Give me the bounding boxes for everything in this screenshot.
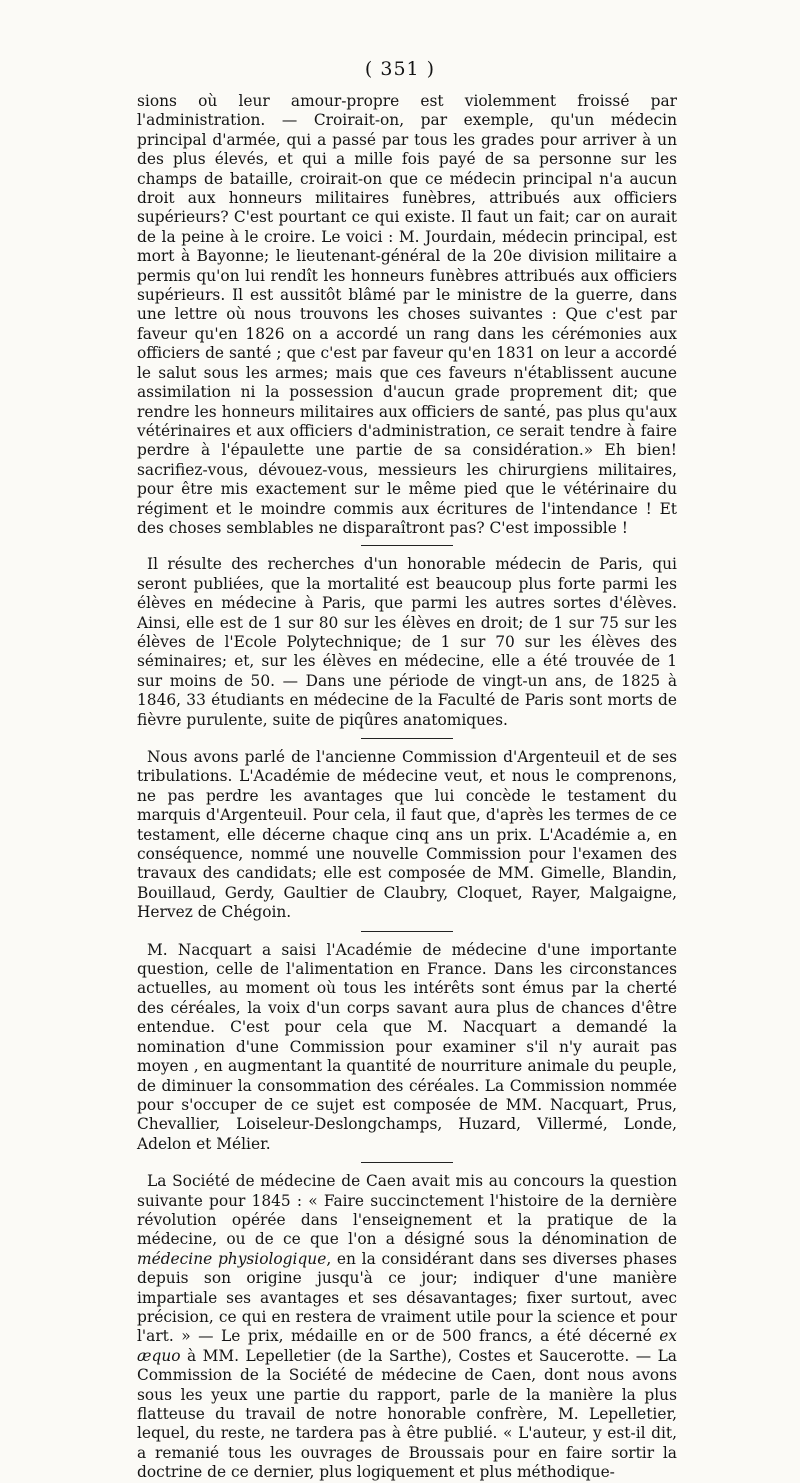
italic-term: ex æquo [137,1327,677,1365]
italic-term: médecine physiologique [137,1249,327,1268]
section-separator [361,931,453,932]
section-separator [361,545,453,546]
text-segment: , en la considérant dans ses diverses phases depuis son origine jusqu'à ce jour; indiquer d'une manière impartiale ses avantages et ses désavantages; fixer surtout, avec précision, ce qui en restera de vraiment utile pour la science et pour l'art. » — Le prix, médaille en or de 500 francs, a été décerné [137,1249,677,1346]
section-separator [361,738,453,739]
page-number: ( 351 ) [364,58,436,80]
section-separator [361,1162,453,1163]
paragraph-alimentation-question: M. Nacquart a saisi l'Académie de médecine d'une importante question, celle de l'alimentation en France. Dans les circonstances actuelles, au moment où tous les intérêts sont émus par la cherté des céréales, la voix d'un corps savant aura plus de chances d'être entendue. C'est pour cela que M. Nacquart a demandé la nomination d'une Commission pour examiner s'il n'y aurait pas moyen , en augmentant la quantité de nourriture animale du peuple, de diminuer la consommation des céréales. La Commission nommée pour s'occuper de ce sujet est composée de MM. Nacquart, Prus, Chevallier, Loiseleur-Deslongchamps, Huzard, Villermé, Londe, Adelon et Mélier. [137,940,677,1153]
paragraph-military-honors: sions où leur amour-propre est violemment froissé par l'administration. — Croirait-on, par exemple, qu'un médecin principal d'armée, qui a passé par tous les grades pour arriver à un des plus élevés, et qui a mille fois payé de sa personne sur les champs de bataille, croirait-on que ce médecin principal n'a aucun droit aux honneurs militaires funèbres, attribués aux officiers supérieurs? C'est pourtant ce qui existe. Il faut un fait; car on aurait de la peine à le croire. Le voici : M. Jourdain, médecin principal, est mort à Bayonne; le lieutenant-général de la 20e division militaire a permis qu'on lui rendît les honneurs funèbres attribués aux officiers supérieurs. Il est aussitôt blâmé par le ministre de la guerre, dans une lettre où nous trouvons les choses suivantes : Que c'est par faveur qu'en 1826 on a accordé un rang dans les cérémonies aux officiers de santé ; que c'est par faveur qu'en 1831 on leur a accordé le salut sous les armes; mais que ces faveurs n'établissent aucune assimilation ni la possession d'aucun grade proprement dit; que rendre les honneurs militaires aux officiers de santé, pas plus qu'aux vétérinaires et aux officiers d'administration, ce serait tendre à faire perdre à l'épaulette une partie de sa considération.» Eh bien! sacrifiez-vous, dévouez-vous, messieurs les chirurgiens militaires, pour être mis exactement sur le même pied que le vétérinaire du régiment et le moindre commis aux écritures de l'intendance ! Et des choses semblables ne disparaîtront pas? C'est impossible ! [137,92,677,537]
article-body [137,92,677,1483]
text-segment: à MM. Lepelletier (de la Sarthe), Costes et Saucerotte. — La Commission de la Société de médecine de Caen, dont nous avons sous les yeux une partie du rapport, parle de la manière la plus flatteuse du travail de notre honorable confrère, M. Lepelletier, lequel, du reste, ne tardera pas à être publié. « L'auteur, y est-il dit, a remanié tous les ouvrages de Broussais pour en faire sortir la doctrine de ce dernier, plus logiquement et plus méthodique- [137,1346,677,1482]
paragraph-caen-competition [137,1172,677,1483]
text-segment: La Société de médecine de Caen avait mis au concours la question suivante pour 1845 : « Faire succinctement l'histoire de la dernière révolution opérée dans l'enseignement et la pratique de la médecine, ou de ce que l'on a désigné sous la dénomination de [137,1172,677,1249]
paragraph-argenteuil-commission: Nous avons parlé de l'ancienne Commission d'Argenteuil et de ses tribulations. L'Académie de médecine veut, et nous le comprenons, ne pas perdre les avantages que lui concède le testament du marquis d'Argenteuil. Pour cela, il faut que, d'après les termes de ce testament, elle décerne chaque cinq ans un prix. L'Académie a, en conséquence, nommé une nouvelle Commission pour l'examen des travaux des candidats; elle est composée de MM. Gimelle, Blandin, Bouillaud, Gerdy, Gaultier de Claubry, Cloquet, Rayer, Malgaigne, Hervez de Chégoin. [137,748,677,922]
paragraph-student-mortality: Il résulte des recherches d'un honorable médecin de Paris, qui seront publiées, que la mortalité est beaucoup plus forte parmi les élèves en médecine à Paris, que parmi les autres sortes d'élèves. Ainsi, elle est de 1 sur 80 sur les élèves en droit; de 1 sur 75 sur les élèves de l'Ecole Polytechnique; de 1 sur 70 sur les élèves des séminaires; et, sur les élèves en médecine, elle a été trouvée de 1 sur moins de 50. — Dans une période de vingt-un ans, de 1825 à 1846, 33 étudiants en médecine de la Faculté de Paris sont morts de fièvre purulente, suite de piqûres anatomiques. [137,555,677,729]
